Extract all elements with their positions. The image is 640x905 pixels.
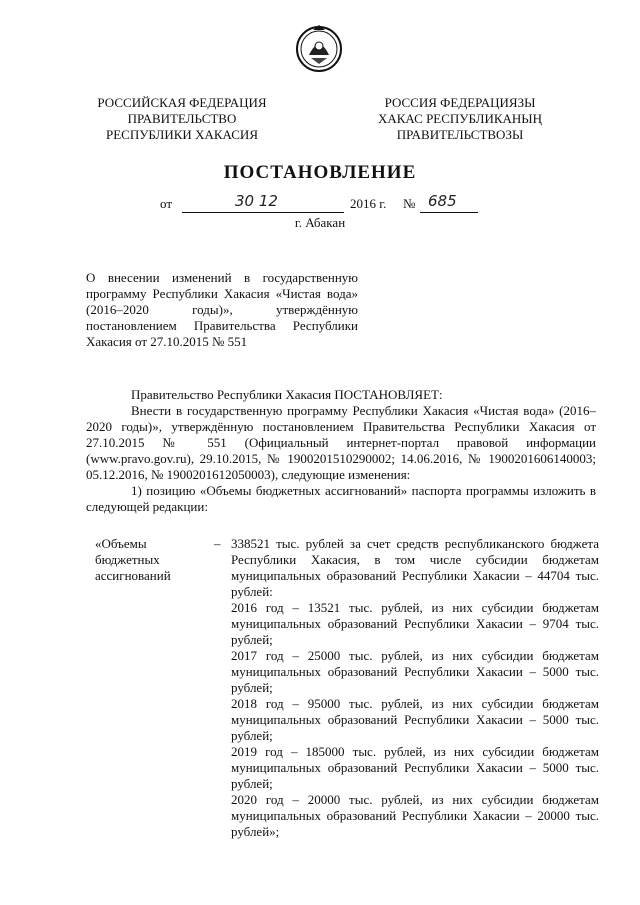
header-right-line-3: ПРАВИТЕЛЬСТВОЗЫ <box>396 127 524 142</box>
header-left-line-1: РОССИЙСКАЯ ФЕДЕРАЦИЯ <box>97 95 267 110</box>
position-label-line-2: бюджетных <box>95 552 160 567</box>
document-title: ПОСТАНОВЛЕНИЕ <box>223 162 417 183</box>
header-right <box>360 95 560 143</box>
position-text <box>231 536 599 840</box>
number-sign: № <box>403 196 416 211</box>
position-label-line-3: ассигнований <box>95 568 171 583</box>
header-right-line-1: РОССИЯ ФЕДЕРАЦИЯЗЫ <box>384 95 536 110</box>
date-year: 2016 г. <box>350 196 387 211</box>
city-line: г. Абакан <box>294 215 346 230</box>
body-paragraph-2: Внести в государственную программу Республики Хакасия «Чистая вода» (2016–2020 годы)», утверждённую постановлением Правительства Республики Хакасия от 27.10.2015 № 551 (Официальный интернет-портал правовой информации (www.pravo.gov.ru), 29.10.2015, № 1900201510290002; 14.06.2016, № 1900201606140003; 05.12.2016, № 1900201612050003), следующие изменения: <box>86 403 596 482</box>
position-label-line-1: «Объемы <box>95 536 147 551</box>
coat-of-arms-emblem <box>293 22 345 74</box>
position-line-total: 338521 тыс. рублей за счет средств республиканского бюджета Республики Хакасия, в том числе субсидии бюджетам муниципальных образований Республики Хакасии – 44704 тыс. рублей: <box>231 536 599 599</box>
position-line-2020: 2020 год – 20000 тыс. рублей, из них субсидии бюджетам муниципальных образований Республики Хакасии – 20000 тыс. рублей»; <box>231 792 599 839</box>
header-left-line-3: РЕСПУБЛИКИ ХАКАСИЯ <box>105 127 258 142</box>
position-line-2018: 2018 год – 95000 тыс. рублей, из них субсидии бюджетам муниципальных образований Республики Хакасии – 5000 тыс. рублей; <box>231 696 599 743</box>
document-subject: О внесении изменений в государственную программу Республики Хакасия «Чистая вода» (2016–2020 годы)», утверждённую постановлением Правительства Республики Хакасия от 27.10.2015 № 551 <box>86 270 358 349</box>
position-dash: – <box>214 536 221 551</box>
header-left-line-2: ПРАВИТЕЛЬСТВО <box>127 111 237 126</box>
body-paragraph-1: Правительство Республики Хакасия ПОСТАНОВЛЯЕТ: <box>131 387 443 402</box>
handwritten-date: 30 12 <box>235 192 278 210</box>
body-paragraph-3: 1) позицию «Объемы бюджетных ассигнований» паспорта программы изложить в следующей редакции: <box>86 483 596 514</box>
handwritten-number: 685 <box>428 192 457 210</box>
position-line-2017: 2017 год – 25000 тыс. рублей, из них субсидии бюджетам муниципальных образований Республики Хакасии – 5000 тыс. рублей; <box>231 648 599 695</box>
header-right-line-2: ХАКАС РЕСПУБЛИКАНЫҢ <box>377 111 543 126</box>
header-left <box>82 95 282 143</box>
document-body <box>86 387 596 515</box>
position-label <box>95 536 205 584</box>
position-line-2016: 2016 год – 13521 тыс. рублей, из них субсидии бюджетам муниципальных образований Республики Хакасии – 9704 тыс. рублей; <box>231 600 599 647</box>
position-line-2019: 2019 год – 185000 тыс. рублей, из них субсидии бюджетам муниципальных образований Республики Хакасии – 5000 тыс. рублей; <box>231 744 599 791</box>
date-prefix: от <box>160 196 173 211</box>
date-line <box>160 192 490 216</box>
